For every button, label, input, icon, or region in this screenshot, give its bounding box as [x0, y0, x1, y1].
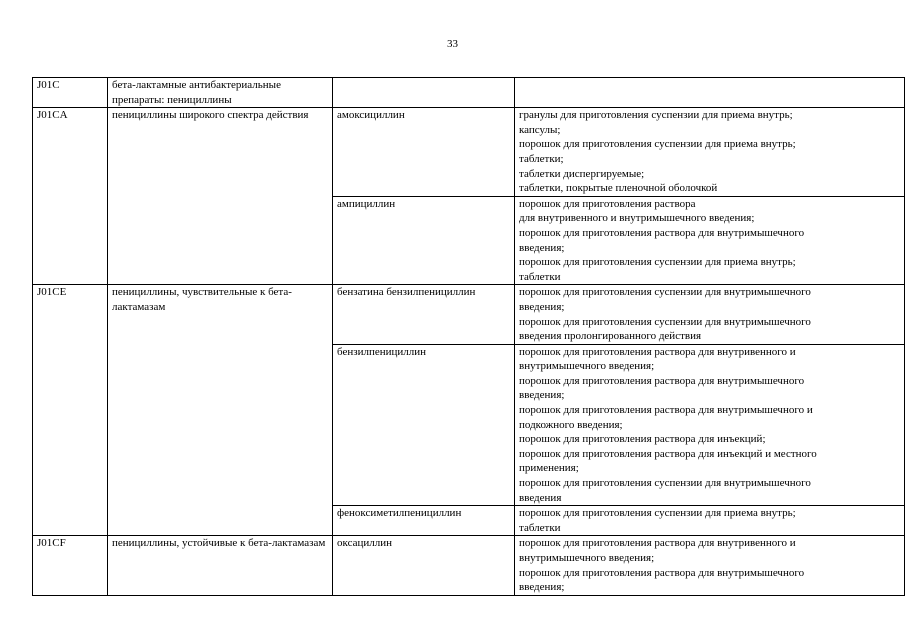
dosage-form-line: внутримышечного введения; [519, 552, 655, 564]
atc-group-name-cell: пенициллины, чувствительные к бета-лактамазам [108, 285, 333, 536]
dosage-form-line: таблетки диспергируемые; [519, 167, 645, 180]
dosage-form-line: порошок для приготовления суспензии для приема внутрь; [519, 507, 796, 520]
table-row [33, 536, 905, 595]
dosage-form-line: порошок для приготовления раствора для внутримышечного [519, 566, 805, 579]
drug-classification-table [32, 77, 905, 596]
dosage-forms-cell [515, 108, 905, 197]
dosage-form-line: порошок для приготовления раствора для внутримышечного [519, 374, 805, 387]
atc-group-name-cell: пенициллины, устойчивые к бета-лактамазам [108, 536, 333, 595]
atc-code-cell: J01CE [33, 285, 108, 536]
drug-name-cell: амоксициллин [333, 108, 515, 197]
dosage-forms-cell [515, 506, 905, 536]
table-row [33, 108, 905, 197]
dosage-forms-cell [515, 536, 905, 595]
dosage-form-line: порошок для приготовления раствора для внутримышечного и [519, 404, 813, 417]
dosage-form-line: порошок для приготовления суспензии для приема внутрь; [519, 256, 796, 269]
dosage-forms-cell [515, 344, 905, 506]
page-number: 33 [447, 38, 458, 50]
table-row [33, 285, 905, 344]
dosage-form-line: капсулы; [519, 123, 561, 136]
dosage-form-line: порошок для приготовления суспензии для внутримышечного [519, 315, 811, 328]
dosage-form-line: внутримышечного введения; [519, 360, 655, 373]
dosage-form-line: порошок для приготовления суспензии для внутримышечного [519, 477, 811, 490]
dosage-form-line: введения; [519, 300, 565, 313]
dosage-form-line: введения; [519, 581, 565, 594]
atc-code-cell: J01CA [33, 108, 108, 285]
dosage-forms-cell [515, 196, 905, 285]
table-row [33, 78, 905, 108]
dosage-form-line: таблетки; [519, 152, 564, 165]
drug-name-cell: феноксиметилпенициллин [333, 506, 515, 536]
dosage-form-line: введения пролонгированного действия [519, 330, 702, 343]
atc-group-name-cell: пенициллины широкого спектра действия [108, 108, 333, 285]
atc-code-cell: J01CF [33, 536, 108, 595]
dosage-form-line: порошок для приготовления раствора для инъекций; [519, 433, 766, 446]
atc-code-cell: J01C [33, 78, 108, 108]
atc-group-name-cell: бета-лактамные антибактериальные препараты: пенициллины [108, 78, 333, 108]
drug-name-cell: бензилпенициллин [333, 344, 515, 506]
dosage-form-line: таблетки [519, 521, 561, 534]
dosage-form-line: порошок для приготовления раствора для внутримышечного [519, 226, 805, 239]
dosage-forms-cell [515, 285, 905, 344]
table-body [33, 78, 905, 596]
dosage-form-line: таблетки, покрытые пленочной оболочкой [519, 182, 718, 195]
dosage-form-line: порошок для приготовления раствора для внутривенного и [519, 345, 796, 358]
dosage-form-line: введения; [519, 389, 565, 402]
dosage-forms-cell [515, 78, 905, 108]
dosage-form-line: порошок для приготовления суспензии для приема внутрь; [519, 138, 796, 151]
dosage-form-line: для внутривенного и внутримышечного введения; [519, 212, 755, 225]
dosage-form-line: введения [519, 491, 562, 504]
dosage-form-line: порошок для приготовления раствора [519, 197, 696, 210]
drug-name-cell: оксациллин [333, 536, 515, 595]
dosage-form-line: введения; [519, 241, 565, 254]
dosage-form-line: подкожного введения; [519, 418, 623, 431]
drug-name-cell [333, 78, 515, 108]
dosage-form-line: применения; [519, 462, 579, 475]
dosage-form-line: порошок для приготовления раствора для внутривенного и [519, 537, 796, 550]
dosage-form-line: порошок для приготовления раствора для инъекций и местного [519, 447, 817, 460]
drug-name-cell: бензатина бензилпенициллин [333, 285, 515, 344]
dosage-form-line: гранулы для приготовления суспензии для приема внутрь; [519, 109, 793, 122]
dosage-form-line: таблетки [519, 270, 561, 283]
dosage-form-line: порошок для приготовления суспензии для внутримышечного [519, 286, 811, 299]
drug-name-cell: ампициллин [333, 196, 515, 285]
